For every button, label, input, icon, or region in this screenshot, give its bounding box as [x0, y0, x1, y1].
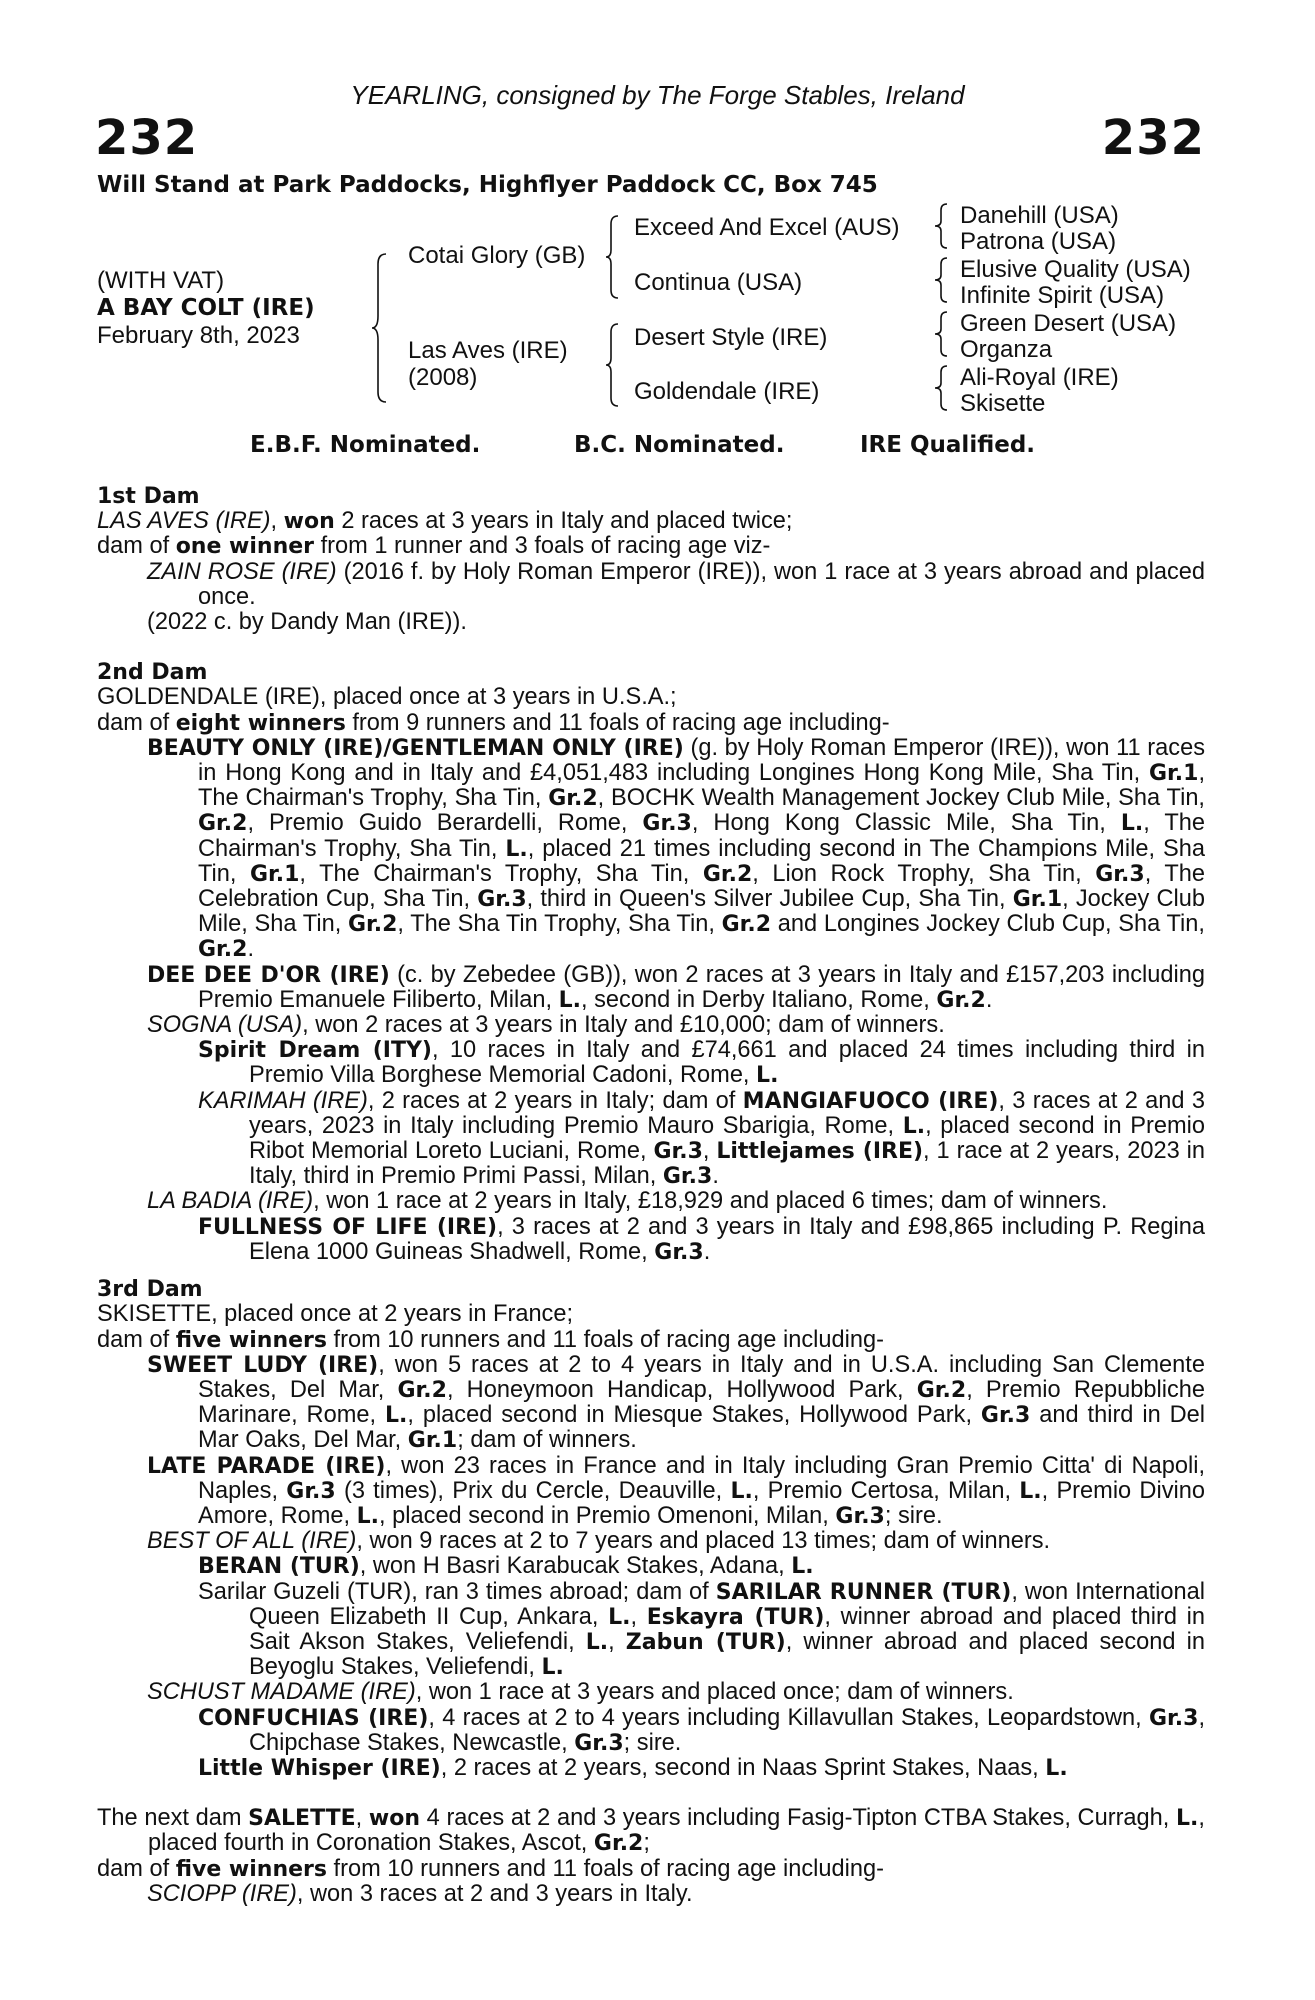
pedigree-bracket-sire — [606, 214, 624, 300]
g3-elusive-quality: Elusive Quality (USA) — [960, 256, 1191, 283]
g3-green-desert: Green Desert (USA) — [960, 310, 1177, 337]
foaling-date: February 8th, 2023 — [97, 322, 300, 349]
dam-sire: Desert Style (IRE) — [634, 324, 828, 351]
produce-entry: KARIMAH (IRE), 2 races at 2 years in Italy; dam of MANGIAFUOCO (IRE), 3 races at 2 and 3 years, 2023 in Italy including Premio Mauro Sbarigia, Rome, L., placed second in Premio Ribot Memorial Loreto Luciani, Rome, Gr.3, Littlejames (IRE), 1 race at 2 years, 2023 in Italy, third in Premio Primi Passi, Milan, Gr.3. — [198, 1087, 1206, 1190]
g3-infinite-spirit: Infinite Spirit (USA) — [960, 282, 1165, 309]
vat-note: (WITH VAT) — [97, 267, 225, 294]
next-dam-produce-line: dam of five winners from 10 runners and 11 foals of racing age including- — [97, 1855, 884, 1882]
pedigree-bracket-g3-1 — [935, 202, 951, 252]
ire-qualified: IRE Qualified. — [860, 432, 1036, 458]
produce-entry: ZAIN ROSE (IRE) (2016 f. by Holy Roman Emperor (IRE)), won 1 race at 3 years abroad and placed once. — [147, 558, 1206, 610]
dam-dam: Goldendale (IRE) — [634, 378, 820, 405]
g3-danehill: Danehill (USA) — [960, 202, 1119, 229]
g3-ali-royal: Ali-Royal (IRE) — [960, 364, 1119, 391]
third-dam-line: SKISETTE, placed once at 2 years in France; — [97, 1301, 574, 1328]
pedigree-bracket-dam — [606, 322, 624, 408]
catalogue-page-body — [97, 484, 1205, 1907]
third-dam-produce-line: dam of five winners from 10 runners and 11 foals of racing age including- — [97, 1326, 884, 1353]
produce-entry: SOGNA (USA), won 2 races at 3 years in Italy and £10,000; dam of winners. — [147, 1012, 945, 1039]
produce-entry: BEAUTY ONLY (IRE)/GENTLEMAN ONLY (IRE) (g. by Holy Roman Emperor (IRE)), won 11 races in Hong Kong and in Italy and £4,051,483 including Longines Hong Kong Mile, Sha Tin, Gr.1, The Chairman's Trophy, Sha Tin, Gr.2, BOCHK Wealth Management Jockey Club Mile, Sha Tin, Gr.2, Premio Guido Berardelli, Rome, Gr.3, Hong Kong Classic Mile, Sha Tin, L., The Chairman's Trophy, Sha Tin, L., placed 21 times including second in The Champions Mile, Sha Tin, Gr.1, The Chairman's Trophy, Sha Tin, Gr.2, Lion Rock Trophy, Sha Tin, Gr.3, The Celebration Cup, Sha Tin, Gr.3, third in Queen's Silver Jubilee Cup, Sha Tin, Gr.1, Jockey Club Mile, Sha Tin, Gr.2, The Sha Tin Trophy, Sha Tin, Gr.2 and Longines Jockey Club Cup, Sha Tin, Gr.2. — [147, 734, 1206, 963]
first-dam-produce-line: dam of one winner from 1 runner and 3 foals of racing age viz- — [97, 533, 771, 560]
bc-nomination: B.C. Nominated. — [574, 432, 785, 458]
sire-name: Cotai Glory (GB) — [408, 242, 586, 269]
second-dam-heading: 2nd Dam — [97, 660, 208, 686]
g3-patrona: Patrona (USA) — [960, 228, 1117, 255]
produce-entry: FULLNESS OF LIFE (IRE), 3 races at 2 and 3 years in Italy and £98,865 including P. Regina Elena 1000 Guineas Shadwell, Rome, Gr.3. — [198, 1213, 1205, 1265]
produce-entry: SCIOPP (IRE), won 3 races at 2 and 3 years in Italy. — [147, 1880, 693, 1907]
next-dam-line: The next dam SALETTE, won 4 races at 2 and 3 years including Fasig-Tipton CTBA Stakes, Curragh, L., placed fourth in Coronation Stakes, Ascot, Gr.2; — [97, 1805, 1205, 1857]
produce-entry: (2022 c. by Dandy Man (IRE)). — [147, 609, 467, 636]
first-dam-line: LAS AVES (IRE), won 2 races at 3 years in Italy and placed twice; — [97, 508, 793, 535]
produce-entry: Spirit Dream (ITY), 10 races in Italy and £74,661 and placed 24 times including third in Premio Villa Borghese Memorial Cadoni, Rome, L. — [198, 1037, 1205, 1089]
dam-year: (2008) — [408, 364, 478, 391]
pedigree-bracket-g3-2 — [935, 256, 951, 306]
second-dam-line: GOLDENDALE (IRE), placed once at 3 years in U.S.A.; — [97, 684, 677, 711]
dam-name: Las Aves (IRE) — [408, 337, 568, 364]
stand-location: Will Stand at Park Paddocks, Highflyer Paddock CC, Box 745 — [97, 172, 878, 198]
third-dam-heading: 3rd Dam — [97, 1277, 203, 1303]
produce-entry: BEST OF ALL (IRE), won 9 races at 2 to 7 years and placed 13 times; dam of winners. — [147, 1528, 1051, 1555]
produce-entry: DEE DEE D'OR (IRE) (c. by Zebedee (GB)), won 2 races at 3 years in Italy and £157,203 including Premio Emanuele Filiberto, Milan, L., second in Derby Italiano, Rome, Gr.2. — [147, 961, 1205, 1013]
g3-skisette: Skisette — [960, 390, 1046, 417]
horse-name: A BAY COLT (IRE) — [97, 295, 315, 321]
produce-entry: Sarilar Guzeli (TUR), ran 3 times abroad; dam of SARILAR RUNNER (TUR), won International Queen Elizabeth II Cup, Ankara, L., Eskayra (TUR), winner abroad and placed third in Sait Akson Stakes, Veliefendi, L., Zabun (TUR), winner abroad and placed second in Beyoglu Stakes, Veliefendi, L. — [198, 1578, 1206, 1681]
produce-entry: LATE PARADE (IRE), won 23 races in France and in Italy including Gran Premio Citta' di Napoli, Naples, Gr.3 (3 times), Prix du Cercle, Deauville, L., Premio Certosa, Milan, L., Premio Divino Amore, Rome, L., placed second in Premio Omenoni, Milan, Gr.3; sire. — [147, 1452, 1206, 1529]
sire-sire: Exceed And Excel (AUS) — [634, 214, 900, 241]
pedigree-bracket-main — [372, 252, 392, 404]
pedigree-bracket-g3-3 — [935, 310, 951, 360]
lot-number-right: 232 — [1101, 110, 1205, 166]
produce-entry: SCHUST MADAME (IRE), won 1 race at 3 years and placed once; dam of winners. — [147, 1679, 1014, 1706]
produce-entry: Little Whisper (IRE), 2 races at 2 years, second in Naas Sprint Stakes, Naas, L. — [198, 1754, 1068, 1781]
page-subtitle: YEARLING, consigned by The Forge Stables, Ireland — [350, 80, 965, 110]
produce-entry: SWEET LUDY (IRE), won 5 races at 2 to 4 years in Italy and in U.S.A. including San Clemente Stakes, Del Mar, Gr.2, Honeymoon Handicap, Hollywood Park, Gr.2, Premio Repubbliche Marinare, Rome, L., placed second in Miesque Stakes, Hollywood Park, Gr.3 and third in Del Mar Oaks, Del Mar, Gr.1; dam of winners. — [147, 1351, 1205, 1454]
sire-dam: Continua (USA) — [634, 269, 803, 296]
ebf-nomination: E.B.F. Nominated. — [250, 432, 481, 458]
g3-organza: Organza — [960, 336, 1053, 363]
produce-entry: CONFUCHIAS (IRE), 4 races at 2 to 4 years including Killavullan Stakes, Leopardstown, Gr.3, Chipchase Stakes, Newcastle, Gr.3; sire. — [198, 1704, 1205, 1756]
first-dam-heading: 1st Dam — [97, 484, 200, 509]
lot-number-left: 232 — [95, 110, 199, 166]
pedigree-bracket-g3-4 — [935, 364, 951, 414]
produce-entry: LA BADIA (IRE), won 1 race at 2 years in Italy, £18,929 and placed 6 times; dam of winners. — [147, 1188, 1108, 1215]
produce-entry: BERAN (TUR), won H Basri Karabucak Stakes, Adana, L. — [198, 1553, 814, 1580]
second-dam-produce-line: dam of eight winners from 9 runners and 11 foals of racing age including- — [97, 709, 890, 736]
